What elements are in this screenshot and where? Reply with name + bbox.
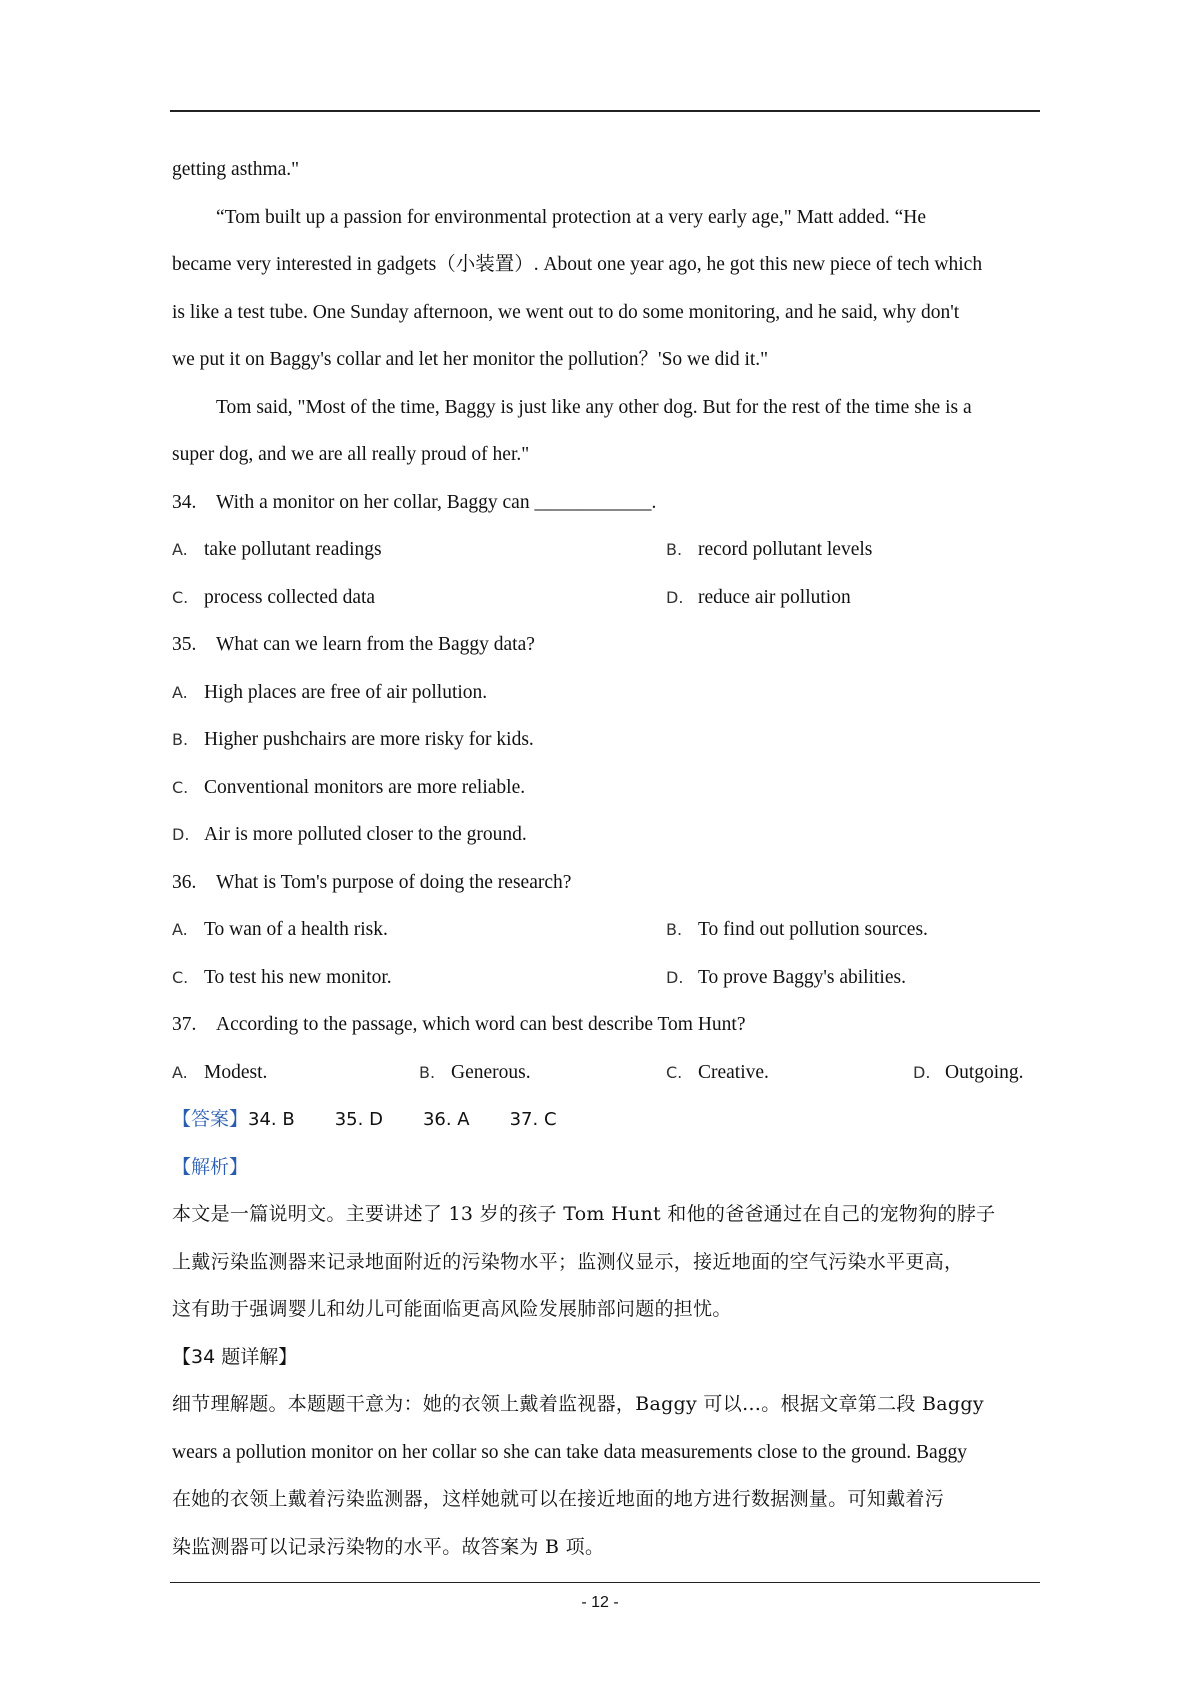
question-text: What is Tom's purpose of doing the research? xyxy=(216,871,572,893)
option-a xyxy=(172,669,1038,717)
option-letter: D. xyxy=(666,587,684,607)
option-a xyxy=(172,526,666,574)
option-text: To find out pollution sources. xyxy=(698,919,928,940)
option-b xyxy=(419,1049,666,1097)
passage-line: “Tom built up a passion for environmental protection at a very early age," Matt added. “He xyxy=(216,206,926,228)
answer-label: 【答案】 xyxy=(172,1108,249,1130)
passage-line: became very interested in gadgets（小装置）. About one year ago, he got this new piece of tech which xyxy=(172,254,983,275)
option-b xyxy=(666,906,928,954)
option-a xyxy=(172,906,666,954)
option-text: Higher pushchairs are more risky for kids. xyxy=(204,729,534,750)
option-letter: A. xyxy=(172,540,188,559)
analysis-line: 本文是一篇说明文。主要讲述了 13 岁的孩子 Tom Hunt 和他的爸爸通过在自己的宠物狗的脖子 xyxy=(172,1203,996,1225)
question-number: 34. xyxy=(172,491,197,513)
option-letter: B. xyxy=(666,920,683,939)
option-letter: B. xyxy=(172,730,189,749)
option-letter: A. xyxy=(172,1062,188,1082)
passage-line: getting asthma." xyxy=(172,159,300,180)
answer-line xyxy=(172,1096,1038,1144)
option-text: Modest. xyxy=(204,1061,268,1083)
detail-line: 细节理解题。本题题干意为：她的衣领上戴着监视器，Baggy 可以…。根据文章第二段 Baggy xyxy=(172,1393,984,1415)
option-d xyxy=(913,1049,1024,1097)
option-c xyxy=(172,954,666,1002)
options-row xyxy=(172,574,1038,622)
detail-34-heading: 【34 题详解】 xyxy=(172,1345,298,1368)
answer-item: 35. D xyxy=(334,1109,383,1130)
question-text: What can we learn from the Baggy data? xyxy=(216,634,535,655)
option-c xyxy=(172,764,1038,812)
passage-line: we put it on Baggy's collar and let her monitor the pollution？'So we did it." xyxy=(172,349,769,370)
analysis-label: 【解析】 xyxy=(172,1155,249,1178)
option-letter: C. xyxy=(172,777,189,797)
option-text: reduce air pollution xyxy=(698,586,851,608)
option-letter: C. xyxy=(172,587,189,607)
question-36 xyxy=(172,859,1038,907)
analysis-heading xyxy=(172,1144,1038,1192)
option-c xyxy=(666,1049,913,1097)
analysis-line: 这有助于强调婴儿和幼儿可能面临更高风险发展肺部问题的担忧。 xyxy=(172,1298,732,1320)
passage-line: Tom said, "Most of the time, Baggy is just like any other dog. But for the rest of the time she is a xyxy=(216,396,972,418)
option-text: Air is more polluted closer to the ground. xyxy=(204,824,527,845)
option-letter: B. xyxy=(666,540,683,559)
option-d xyxy=(172,811,1038,859)
question-number: 35. xyxy=(172,634,197,655)
question-35 xyxy=(172,621,1038,669)
option-letter: B. xyxy=(419,1062,436,1082)
option-text: To prove Baggy's abilities. xyxy=(698,966,906,988)
footer-rule xyxy=(170,1582,1040,1583)
analysis-line: 上戴污染监测器来记录地面附近的污染物水平；监测仪显示，接近地面的空气污染水平更高， xyxy=(172,1250,964,1273)
page-number: - 12 - xyxy=(581,1594,619,1611)
passage-line: super dog, and we are all really proud of her." xyxy=(172,444,530,465)
question-number: 36. xyxy=(172,871,197,893)
option-text: take pollutant readings xyxy=(204,539,382,560)
options-row xyxy=(172,906,1038,954)
question-text: With a monitor on her collar, Baggy can ____________. xyxy=(216,491,657,513)
option-text: To wan of a health risk. xyxy=(204,919,388,940)
option-d xyxy=(666,574,851,622)
answer-item: 36. A xyxy=(422,1109,470,1130)
option-text: record pollutant levels xyxy=(698,539,873,560)
option-a xyxy=(172,1049,419,1097)
question-text: According to the passage, which word can best describe Tom Hunt? xyxy=(216,1014,746,1035)
option-text: Conventional monitors are more reliable. xyxy=(204,776,526,798)
option-text: Outgoing. xyxy=(945,1061,1024,1083)
option-b xyxy=(172,716,1038,764)
question-34 xyxy=(172,479,1038,527)
option-letter: D. xyxy=(913,1062,931,1082)
detail-line: 在她的衣领上戴着污染监测器，这样她就可以在接近地面的地方进行数据测量。可知戴着污 xyxy=(172,1488,945,1510)
question-37 xyxy=(172,1001,1038,1049)
option-b xyxy=(666,526,872,574)
option-letter: C. xyxy=(172,967,189,987)
option-text: To test his new monitor. xyxy=(204,966,392,988)
header-rule xyxy=(170,110,1040,112)
options-row xyxy=(172,954,1038,1002)
option-text: Generous. xyxy=(451,1061,531,1083)
detail-line: wears a pollution monitor on her collar so she can take data measurements close to the ground. Baggy xyxy=(172,1441,967,1463)
option-d xyxy=(666,954,906,1002)
page-content xyxy=(172,146,1038,1571)
question-number: 37. xyxy=(172,1014,197,1035)
option-letter: A. xyxy=(172,682,188,702)
option-letter: D. xyxy=(666,967,684,987)
detail-line: 染监测器可以记录污染物的水平。故答案为 B 项。 xyxy=(172,1535,605,1558)
answer-item: 37. C xyxy=(509,1109,557,1130)
options-row xyxy=(172,1049,1038,1097)
option-letter: D. xyxy=(172,825,190,844)
answer-item: 34. B xyxy=(248,1109,295,1130)
options-row xyxy=(172,526,1038,574)
option-text: High places are free of air pollution. xyxy=(204,681,488,703)
option-c xyxy=(172,574,666,622)
option-letter: A. xyxy=(172,920,188,939)
option-letter: C. xyxy=(666,1062,683,1082)
passage-line: is like a test tube. One Sunday afternoon, we went out to do some monitoring, and he said, why don't xyxy=(172,301,960,323)
option-text: Creative. xyxy=(698,1061,769,1083)
option-text: process collected data xyxy=(204,586,376,608)
